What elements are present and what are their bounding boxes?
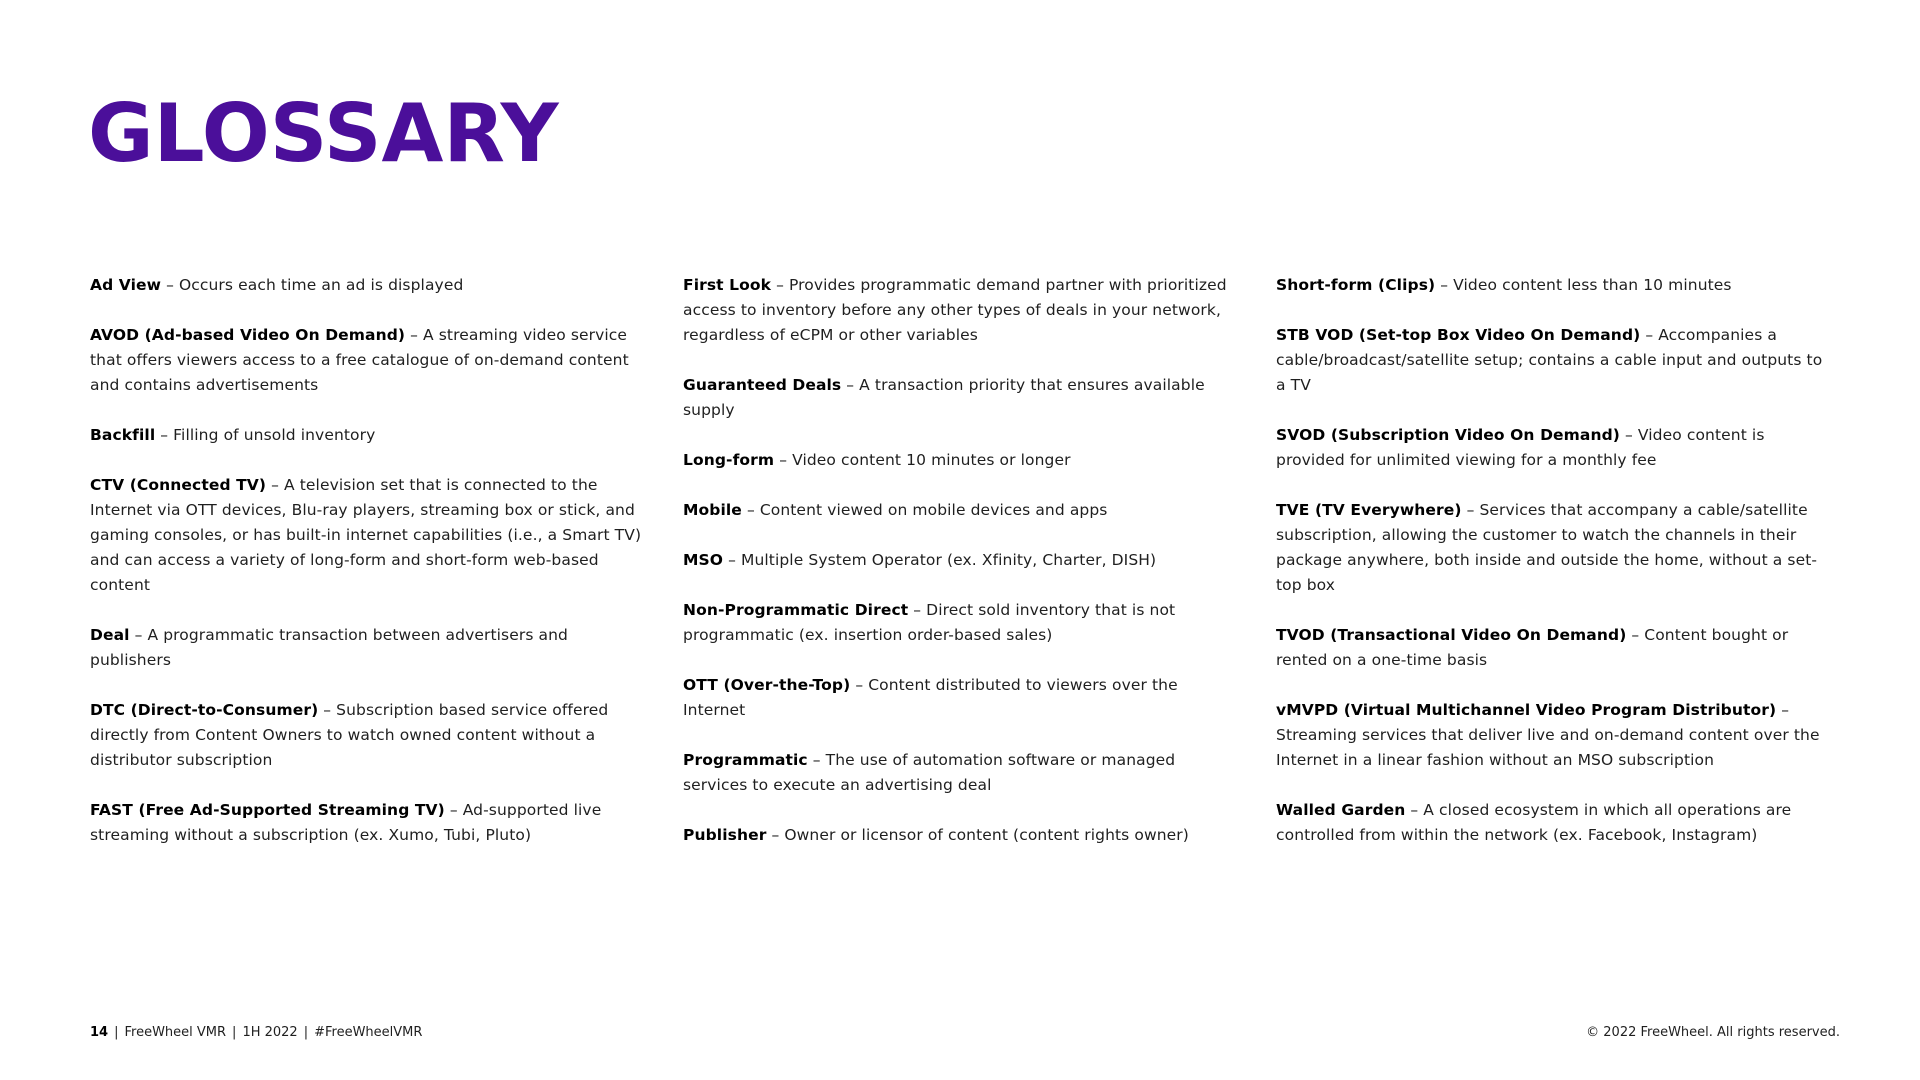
footer-separator: |	[303, 1025, 309, 1040]
glossary-term: MSO	[683, 551, 724, 569]
glossary-definition: – Content distributed to viewers over the Internet	[683, 676, 1178, 719]
glossary-term: Long-form	[683, 451, 775, 469]
glossary-term: TVOD (Transactional Video On Demand)	[1276, 626, 1627, 644]
glossary-definition: – Streaming services that deliver live and on-demand content over the Internet in a linear fashion without an MSO subscription	[1276, 701, 1820, 769]
glossary-definition: – Direct sold inventory that is not programmatic (ex. insertion order-based sales)	[683, 601, 1176, 644]
glossary-definition: – Content viewed on mobile devices and apps	[741, 501, 1108, 519]
glossary-definition: – Ad-supported live streaming without a subscription (ex. Xumo, Tubi, Pluto)	[90, 801, 602, 844]
glossary-definition: – Occurs each time an ad is displayed	[161, 276, 464, 294]
glossary-definition: – Content bought or rented on a one-time basis	[1276, 626, 1789, 669]
glossary-term: Ad View	[90, 276, 162, 294]
glossary-column-1	[90, 273, 650, 873]
glossary-term: DTC (Direct-to-Consumer)	[90, 701, 319, 719]
glossary-column-2	[683, 273, 1243, 873]
glossary-term: Backfill	[90, 426, 156, 444]
glossary-definition: – Filling of unsold inventory	[155, 426, 376, 444]
glossary-definition: – Owner or licensor of content (content rights owner)	[766, 826, 1189, 844]
glossary-term: AVOD (Ad-based Video On Demand)	[90, 326, 406, 344]
glossary-definition: – Accompanies a cable/broadcast/satellite setup; contains a cable input and outputs to a TV	[1276, 326, 1823, 394]
glossary-entry	[683, 373, 1243, 423]
glossary-column-3	[1276, 273, 1836, 873]
glossary-term: CTV (Connected TV)	[90, 476, 267, 494]
glossary-term: Programmatic	[683, 751, 808, 769]
glossary-definition: – Video content less than 10 minutes	[1435, 276, 1732, 294]
glossary-entry	[90, 423, 650, 448]
glossary-entry	[90, 623, 650, 673]
glossary-term: Non-Programmatic Direct	[683, 601, 909, 619]
glossary-term: OTT (Over-the-Top)	[683, 676, 851, 694]
glossary-term: Deal	[90, 626, 130, 644]
glossary-entry	[1276, 423, 1836, 473]
glossary-entry	[683, 673, 1243, 723]
glossary-entry	[683, 748, 1243, 798]
glossary-entry	[90, 273, 650, 298]
glossary-entry	[1276, 273, 1836, 298]
glossary-entry	[90, 698, 650, 773]
report-period: 1H 2022	[242, 1025, 298, 1040]
glossary-definition: – A television set that is connected to the Internet via OTT devices, Blu-ray players, streaming box or stick, and gaming consoles, or has built-in internet capabilities (i.e., a Smart TV) and can access a variety of long-form and short-form web-based content	[90, 476, 642, 594]
glossary-definition: – Video content 10 minutes or longer	[774, 451, 1071, 469]
footer-separator: |	[232, 1025, 237, 1040]
glossary-entry	[683, 823, 1243, 848]
footer-separator: |	[114, 1025, 119, 1040]
page-title: GLOSSARY	[88, 87, 559, 180]
glossary-definition: – The use of automation software or managed services to execute an advertising deal	[683, 751, 1176, 794]
glossary-definition: – Subscription based service offered directly from Content Owners to watch owned content without a distributor subscription	[90, 701, 609, 769]
glossary-entry	[90, 323, 650, 398]
glossary-entry	[683, 498, 1243, 523]
glossary-term: Guaranteed Deals	[683, 376, 842, 394]
glossary-definition: – A programmatic transaction between advertisers and publishers	[90, 626, 568, 669]
glossary-term: vMVPD (Virtual Multichannel Video Program Distributor)	[1276, 701, 1777, 719]
glossary-definition: – A closed ecosystem in which all operations are controlled from within the network (ex. Facebook, Instagram)	[1276, 801, 1792, 844]
glossary-columns	[90, 273, 1850, 873]
glossary-term: First Look	[683, 276, 772, 294]
glossary-entry	[1276, 323, 1836, 398]
report-hashtag: #FreeWheelVMR	[314, 1025, 423, 1040]
glossary-term: Mobile	[683, 501, 742, 519]
page-number: 14	[90, 1025, 109, 1040]
glossary-entry	[1276, 798, 1836, 848]
glossary-definition: – A streaming video service that offers viewers access to a free catalogue of on-demand content and contains advertisements	[90, 326, 629, 394]
glossary-term: TVE (TV Everywhere)	[1276, 501, 1462, 519]
glossary-definition: – Multiple System Operator (ex. Xfinity, Charter, DISH)	[723, 551, 1157, 569]
glossary-entry	[683, 548, 1243, 573]
glossary-term: FAST (Free Ad-Supported Streaming TV)	[90, 801, 445, 819]
copyright-notice: © 2022 FreeWheel. All rights reserved.	[1586, 1025, 1840, 1040]
glossary-entry	[1276, 623, 1836, 673]
glossary-definition: – A transaction priority that ensures available supply	[683, 376, 1205, 419]
report-name: FreeWheel VMR	[124, 1025, 227, 1040]
glossary-entry	[683, 448, 1243, 473]
glossary-definition: – Services that accompany a cable/satellite subscription, allowing the customer to watch the channels in their package anywhere, both inside and outside the home, without a set-top box	[1276, 501, 1818, 594]
glossary-entry	[90, 798, 650, 848]
glossary-term: Publisher	[683, 826, 767, 844]
glossary-term: SVOD (Subscription Video On Demand)	[1276, 426, 1620, 444]
glossary-term: Walled Garden	[1276, 801, 1406, 819]
glossary-term: Short-form (Clips)	[1276, 276, 1436, 294]
glossary-definition: – Provides programmatic demand partner with prioritized access to inventory before any other types of deals in your network, regardless of eCPM or other variables	[683, 276, 1227, 344]
glossary-entry	[90, 473, 650, 598]
glossary-entry	[1276, 498, 1836, 598]
footer-left	[90, 1025, 422, 1040]
glossary-term: STB VOD (Set-top Box Video On Demand)	[1276, 326, 1641, 344]
glossary-entry	[1276, 698, 1836, 773]
glossary-entry	[683, 273, 1243, 348]
glossary-definition: – Video content is provided for unlimited viewing for a monthly fee	[1276, 426, 1765, 469]
glossary-entry	[683, 598, 1243, 648]
